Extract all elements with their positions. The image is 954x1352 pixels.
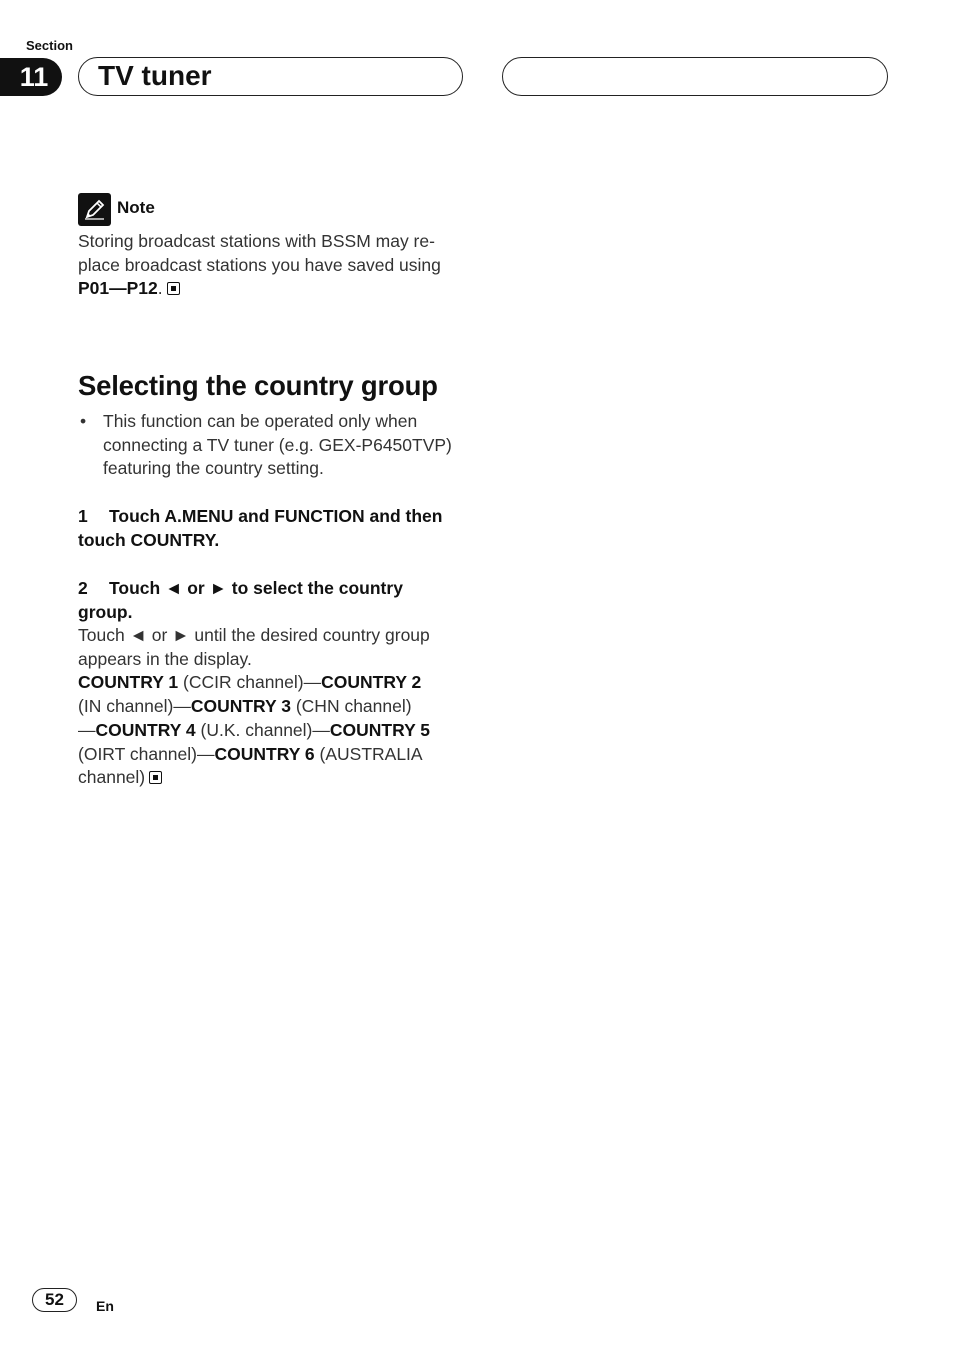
country-6-desc-end: channel) [78, 767, 146, 788]
section-heading: Selecting the country group [78, 370, 438, 401]
bullet-line: featuring the country setting. [103, 458, 324, 479]
country-2-desc: (IN channel)— [78, 696, 191, 717]
bullet-mark: • [80, 411, 87, 431]
country-2: COUNTRY 2 [321, 672, 422, 693]
note-period: . [157, 278, 163, 299]
page-title: TV tuner [98, 60, 212, 91]
step-number: 1 [78, 506, 88, 526]
end-mark-icon [167, 282, 180, 295]
right-header-frame [502, 57, 888, 96]
step-text: Touch ◄ or ► to select the country [109, 578, 403, 598]
step-2-detail [78, 624, 468, 790]
country-3: COUNTRY 3 [190, 696, 291, 717]
step-1 [78, 505, 478, 552]
country-1-desc: (CCIR channel)— [178, 672, 322, 693]
country-line [78, 695, 468, 719]
step-line: touch COUNTRY. [78, 529, 220, 550]
preset-range: P01—P12 [78, 278, 158, 299]
country-4: COUNTRY 4 [95, 719, 196, 740]
pencil-note-icon [78, 193, 111, 226]
country-5-desc: (OIRT channel)— [78, 743, 215, 764]
country-line [78, 671, 468, 695]
country-4-desc: (U.K. channel)— [195, 719, 330, 740]
step-line: group. [78, 601, 133, 622]
note-line: Storing broadcast stations with BSSM may re- [78, 231, 435, 251]
country-1: COUNTRY 1 [78, 672, 179, 693]
section-label: Section [26, 38, 73, 53]
section-number-tab: 11 [0, 58, 62, 96]
end-mark-icon [149, 771, 162, 784]
note-line: place broadcast stations you have saved using [78, 254, 441, 275]
step-line [78, 505, 478, 529]
country-5: COUNTRY 5 [329, 719, 431, 740]
note-text [78, 230, 468, 301]
step-text: Touch A.MENU and FUNCTION and then [109, 506, 443, 526]
country-3-desc: (CHN channel) [290, 696, 412, 717]
detail-line: Touch ◄ or ► until the desired country group [78, 625, 430, 645]
country-line [78, 743, 468, 767]
detail-line: appears in the display. [78, 648, 252, 669]
step-number: 2 [78, 578, 88, 598]
bullet-line: This function can be operated only when [103, 411, 418, 431]
country-6: COUNTRY 6 [214, 743, 315, 764]
page-number: 52 [32, 1288, 77, 1312]
bullet-line: connecting a TV tuner (e.g. GEX-P6450TVP) [103, 434, 452, 455]
language-code: En [96, 1298, 114, 1314]
country-line [78, 766, 468, 790]
country-line [78, 719, 468, 743]
step-line [78, 577, 478, 601]
step-2 [78, 577, 478, 624]
note-line [78, 277, 468, 301]
dash: — [78, 719, 96, 740]
note-title: Note [117, 198, 155, 217]
country-6-desc: (AUSTRALIA [314, 743, 423, 764]
bullet-text [103, 410, 473, 481]
